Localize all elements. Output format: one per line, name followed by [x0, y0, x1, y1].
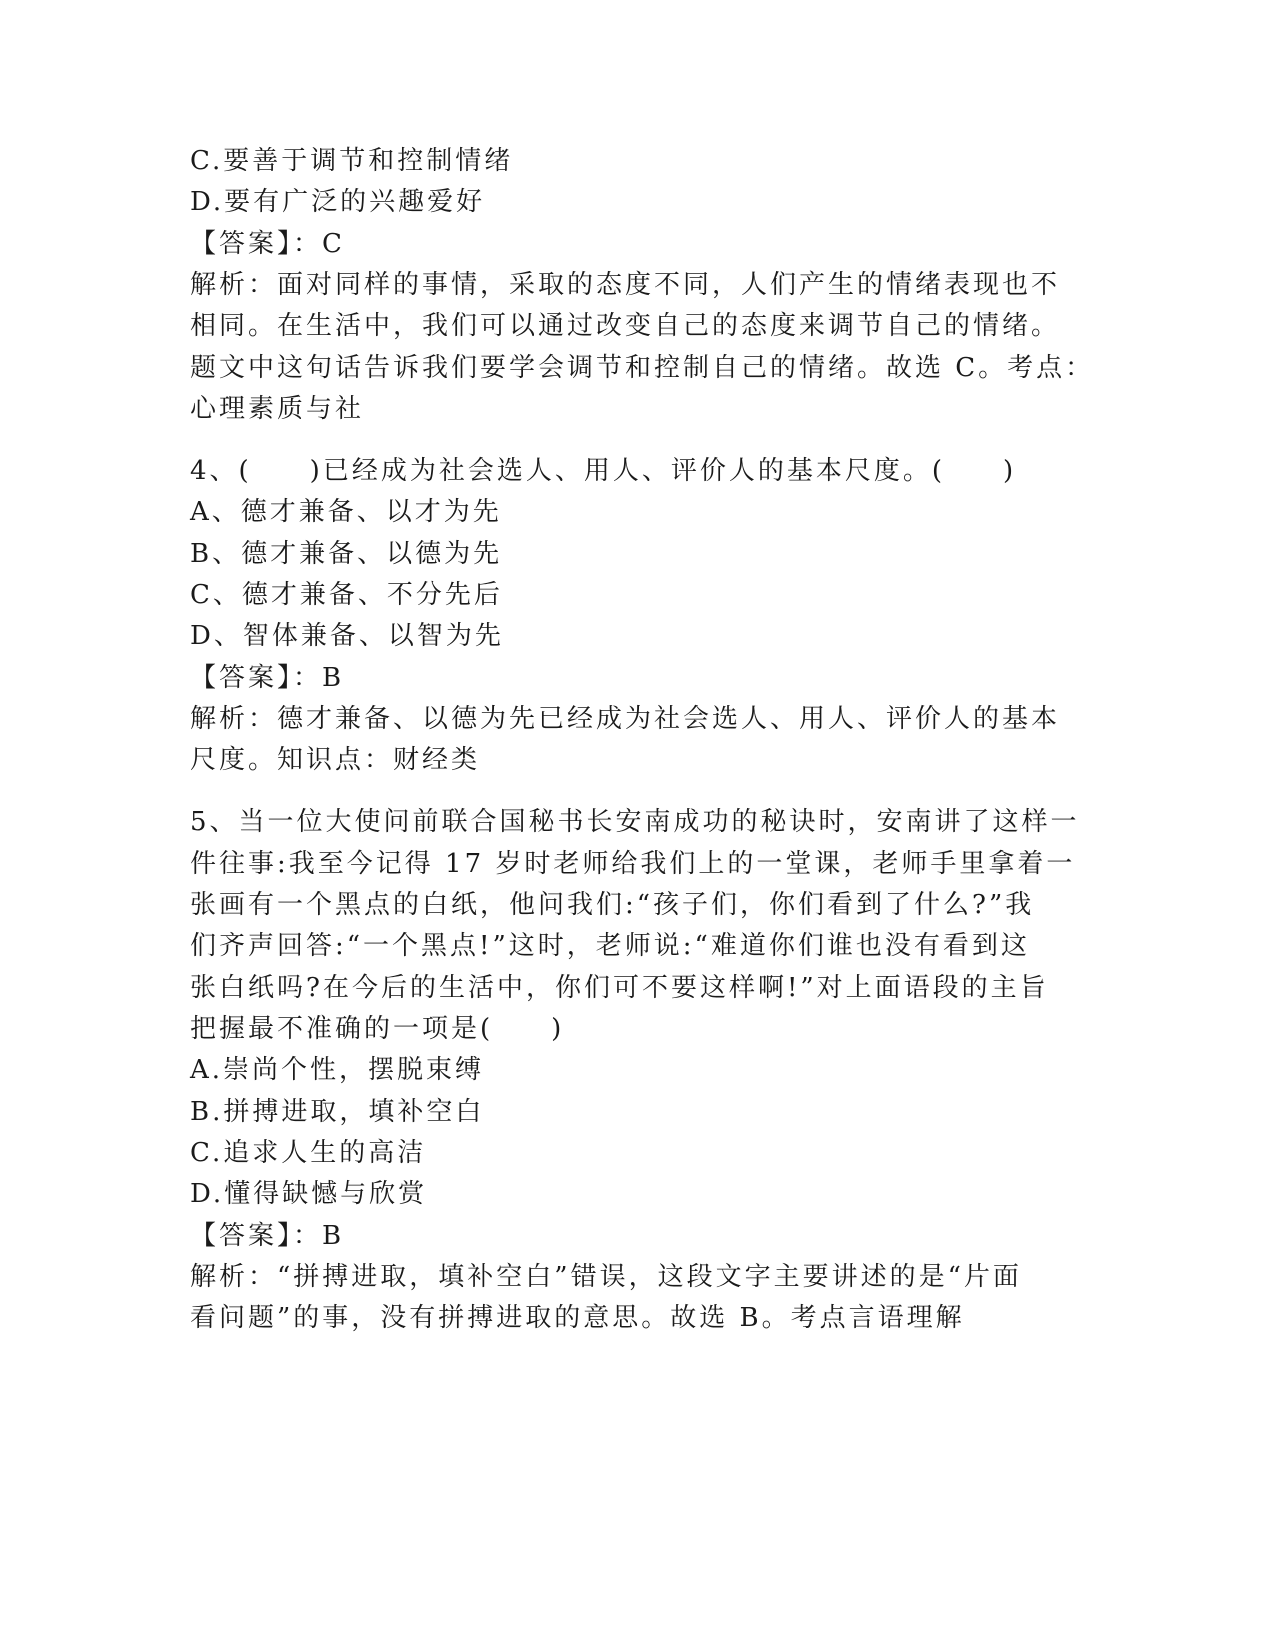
q3-option-d: D.要有广泛的兴趣爱好: [190, 187, 486, 217]
q5-stem-line: 张白纸吗?在今后的生活中，你们可不要这样啊!”对上面语段的主旨: [190, 973, 1049, 1003]
q4-option-c: C、德才兼备、不分先后: [190, 580, 503, 610]
q3-answer: 【答案】：C: [190, 229, 345, 259]
q3-option-c: C.要善于调节和控制情绪: [190, 146, 514, 176]
q3-analysis-line: 解析：面对同样的事情，采取的态度不同，人们产生的情绪表现也不: [190, 270, 1061, 300]
q5-option-a: A.崇尚个性，摆脱束缚: [190, 1055, 485, 1085]
q4-stem: 4、( )已经成为社会选人、用人、评价人的基本尺度。( ): [190, 456, 1017, 486]
q4-analysis-line: 解析：德才兼备、以德为先已经成为社会选人、用人、评价人的基本: [190, 704, 1061, 734]
q4-option-b: B、德才兼备、以德为先: [190, 539, 503, 569]
q5-analysis-line: 看问题”的事，没有拼搏进取的意思。故选 B。考点言语理解: [190, 1303, 965, 1333]
q3-analysis-line: 题文中这句话告诉我们要学会调节和控制自己的情绪。故选 C。考点：: [190, 353, 1095, 383]
q4-answer: 【答案】：B: [190, 663, 345, 693]
q5-option-c: C.追求人生的高洁: [190, 1138, 427, 1168]
q5-option-b: B.拼搏进取，填补空白: [190, 1097, 485, 1127]
q4-option-a: A、德才兼备、以才为先: [190, 497, 502, 527]
q5-stem-line: 们齐声回答:“一个黑点!”这时，老师说:“难道你们谁也没有看到这: [190, 931, 1030, 961]
q5-stem-line: 张画有一个黑点的白纸，他问我们:“孩子们，你们看到了什么?”我: [190, 890, 1035, 920]
q5-answer: 【答案】：B: [190, 1221, 345, 1251]
q3-analysis-line: 心理素质与社: [190, 394, 365, 424]
q5-stem-line: 件往事:我至今记得 17 岁时老师给我们上的一堂课，老师手里拿着一: [190, 849, 1076, 879]
q4-analysis-line: 尺度。知识点：财经类: [190, 745, 481, 775]
q5-stem-line: 把握最不准确的一项是( ): [190, 1014, 565, 1044]
q4-option-d: D、智体兼备、以智为先: [190, 621, 504, 651]
q5-analysis-line: 解析：“拼搏进取，填补空白”错误，这段文字主要讲述的是“片面: [190, 1262, 1022, 1292]
q3-analysis-line: 相同。在生活中，我们可以通过改变自己的态度来调节自己的情绪。: [190, 311, 1061, 341]
q5-stem-line: 5、当一位大使问前联合国秘书长安南成功的秘诀时，安南讲了这样一: [190, 807, 1080, 837]
q5-option-d: D.懂得缺憾与欣赏: [190, 1179, 428, 1209]
